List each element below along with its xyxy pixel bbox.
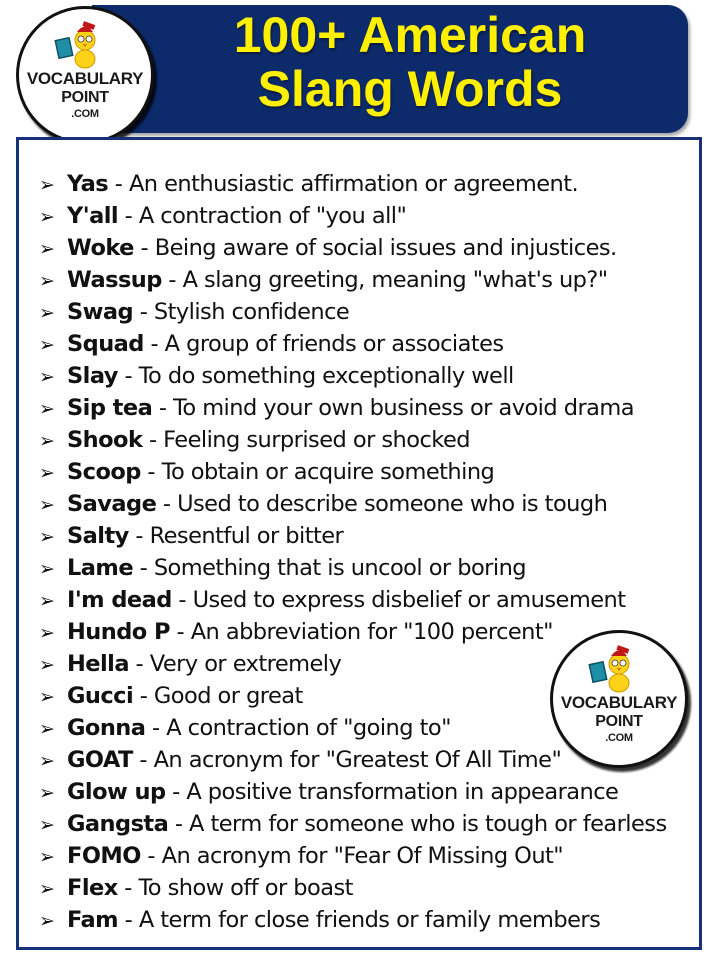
slang-term: I'm dead	[67, 587, 172, 613]
list-item	[39, 328, 667, 360]
separator: -	[118, 907, 139, 933]
arrow-bullet-icon: ➢	[39, 718, 55, 740]
separator: -	[117, 875, 139, 901]
arrow-bullet-icon: ➢	[39, 750, 55, 772]
list-item	[39, 232, 667, 264]
arrow-bullet-icon: ➢	[39, 174, 55, 196]
slang-list-panel	[16, 137, 702, 950]
list-item	[39, 904, 667, 936]
slang-definition: Resentful or bitter	[149, 523, 344, 549]
list-item	[39, 168, 667, 200]
list-item	[39, 200, 667, 232]
separator: -	[133, 683, 154, 709]
slang-definition: Feeling surprised or shocked	[163, 427, 470, 453]
slang-term: Swag	[67, 299, 134, 325]
list-item	[39, 360, 667, 392]
arrow-bullet-icon: ➢	[39, 558, 55, 580]
slang-term: Scoop	[67, 459, 141, 485]
arrow-bullet-icon: ➢	[39, 622, 55, 644]
slang-definition: To show off or boast	[138, 875, 353, 901]
list-item	[39, 296, 667, 328]
slang-list	[39, 168, 667, 936]
arrow-bullet-icon: ➢	[39, 270, 55, 292]
slang-term: Woke	[67, 235, 134, 261]
slang-definition: A group of friends or associates	[164, 331, 504, 357]
list-item	[39, 456, 667, 488]
slang-term: Salty	[67, 523, 129, 549]
slang-term: Squad	[67, 331, 144, 357]
separator: -	[118, 203, 139, 229]
slang-definition: A term for close friends or family members	[138, 907, 601, 933]
title-line-1: 100+ American	[233, 7, 587, 63]
slang-definition: Used to express disbelief or amusement	[192, 587, 626, 613]
arrow-bullet-icon: ➢	[39, 398, 55, 420]
watermark-logo	[550, 630, 688, 768]
separator: -	[156, 491, 178, 517]
site-logo	[16, 6, 154, 144]
arrow-bullet-icon: ➢	[39, 334, 55, 356]
slang-definition: To do something exceptionally well	[138, 363, 514, 389]
separator: -	[161, 267, 183, 293]
separator: -	[171, 587, 193, 613]
separator: -	[168, 811, 190, 837]
slang-term: Lame	[67, 555, 134, 581]
slang-term: Yas	[67, 171, 109, 197]
separator: -	[133, 299, 154, 325]
arrow-bullet-icon: ➢	[39, 430, 55, 452]
separator: -	[128, 523, 150, 549]
slang-definition: A term for someone who is tough or fearless	[189, 811, 667, 837]
list-item	[39, 552, 667, 584]
arrow-bullet-icon: ➢	[39, 238, 55, 260]
separator: -	[133, 235, 155, 261]
arrow-bullet-icon: ➢	[39, 590, 55, 612]
slang-term: Shook	[67, 427, 143, 453]
slang-definition: A slang greeting, meaning "what's up?"	[182, 267, 608, 293]
slang-definition: An acronym for "Greatest Of All Time"	[153, 747, 562, 773]
slang-definition: To mind your own business or avoid drama	[173, 395, 634, 421]
arrow-bullet-icon: ➢	[39, 462, 55, 484]
separator: -	[143, 331, 165, 357]
slang-term: Fam	[67, 907, 119, 933]
slang-definition: Very or extremely	[149, 651, 342, 677]
slang-term: Sip tea	[67, 395, 153, 421]
separator: -	[152, 395, 173, 421]
list-item	[39, 584, 667, 616]
logo-text-point: POINT	[61, 89, 109, 106]
slang-term: Y'all	[67, 203, 119, 229]
arrow-bullet-icon: ➢	[39, 494, 55, 516]
arrow-bullet-icon: ➢	[39, 686, 55, 708]
slang-definition: Something that is uncool or boring	[153, 555, 527, 581]
slang-term: Hundo P	[67, 619, 170, 645]
list-item	[39, 488, 667, 520]
list-item	[39, 264, 667, 296]
slang-term: Gangsta	[67, 811, 169, 837]
arrow-bullet-icon: ➢	[39, 814, 55, 836]
slang-definition: An acronym for "Fear Of Missing Out"	[161, 843, 564, 869]
slang-term: Gucci	[67, 683, 134, 709]
list-item	[39, 808, 667, 840]
separator: -	[133, 555, 154, 581]
arrow-bullet-icon: ➢	[39, 366, 55, 388]
separator: -	[169, 619, 191, 645]
arrow-bullet-icon: ➢	[39, 846, 55, 868]
page-title	[150, 8, 670, 116]
arrow-bullet-icon: ➢	[39, 910, 55, 932]
slang-term: Glow up	[67, 779, 166, 805]
slang-definition: Being aware of social issues and injustices.	[154, 235, 617, 261]
slang-definition: Used to describe someone who is tough	[177, 491, 608, 517]
slang-term: Hella	[67, 651, 129, 677]
list-item	[39, 520, 667, 552]
slang-term: Slay	[67, 363, 118, 389]
separator: -	[128, 651, 150, 677]
logo-text-com: .COM	[71, 108, 99, 120]
slang-term: FOMO	[67, 843, 141, 869]
separator: -	[140, 843, 162, 869]
separator: -	[132, 747, 154, 773]
slang-term: Gonna	[67, 715, 146, 741]
arrow-bullet-icon: ➢	[39, 654, 55, 676]
arrow-bullet-icon: ➢	[39, 878, 55, 900]
title-line-2: Slang Words	[257, 61, 563, 117]
slang-term: Savage	[67, 491, 157, 517]
separator: -	[108, 171, 129, 197]
slang-definition: Good or great	[153, 683, 303, 709]
logo-text-com: .COM	[605, 732, 633, 744]
arrow-bullet-icon: ➢	[39, 782, 55, 804]
slang-definition: Stylish confidence	[153, 299, 350, 325]
list-item	[39, 872, 667, 904]
logo-text-vocabulary: VOCABULARY	[560, 693, 678, 712]
slang-term: GOAT	[67, 747, 133, 773]
slang-definition: An enthusiastic affirmation or agreement.	[128, 171, 579, 197]
list-item	[39, 424, 667, 456]
separator: -	[165, 779, 187, 805]
arrow-bullet-icon: ➢	[39, 302, 55, 324]
slang-definition: To obtain or acquire something	[161, 459, 495, 485]
logo-text-vocabulary: VOCABULARY	[26, 69, 144, 88]
arrow-bullet-icon: ➢	[39, 206, 55, 228]
slang-definition: A positive transformation in appearance	[186, 779, 619, 805]
arrow-bullet-icon: ➢	[39, 526, 55, 548]
slang-term: Wassup	[67, 267, 162, 293]
separator: -	[140, 459, 162, 485]
slang-term: Flex	[67, 875, 118, 901]
separator: -	[117, 363, 139, 389]
list-item	[39, 776, 667, 808]
separator: -	[142, 427, 164, 453]
slang-definition: A contraction of "you all"	[138, 203, 407, 229]
list-item	[39, 840, 667, 872]
list-item	[39, 392, 667, 424]
logo-text-point: POINT	[595, 713, 643, 730]
slang-definition: A contraction of "going to"	[166, 715, 451, 741]
separator: -	[145, 715, 167, 741]
slang-definition: An abbreviation for "100 percent"	[190, 619, 553, 645]
